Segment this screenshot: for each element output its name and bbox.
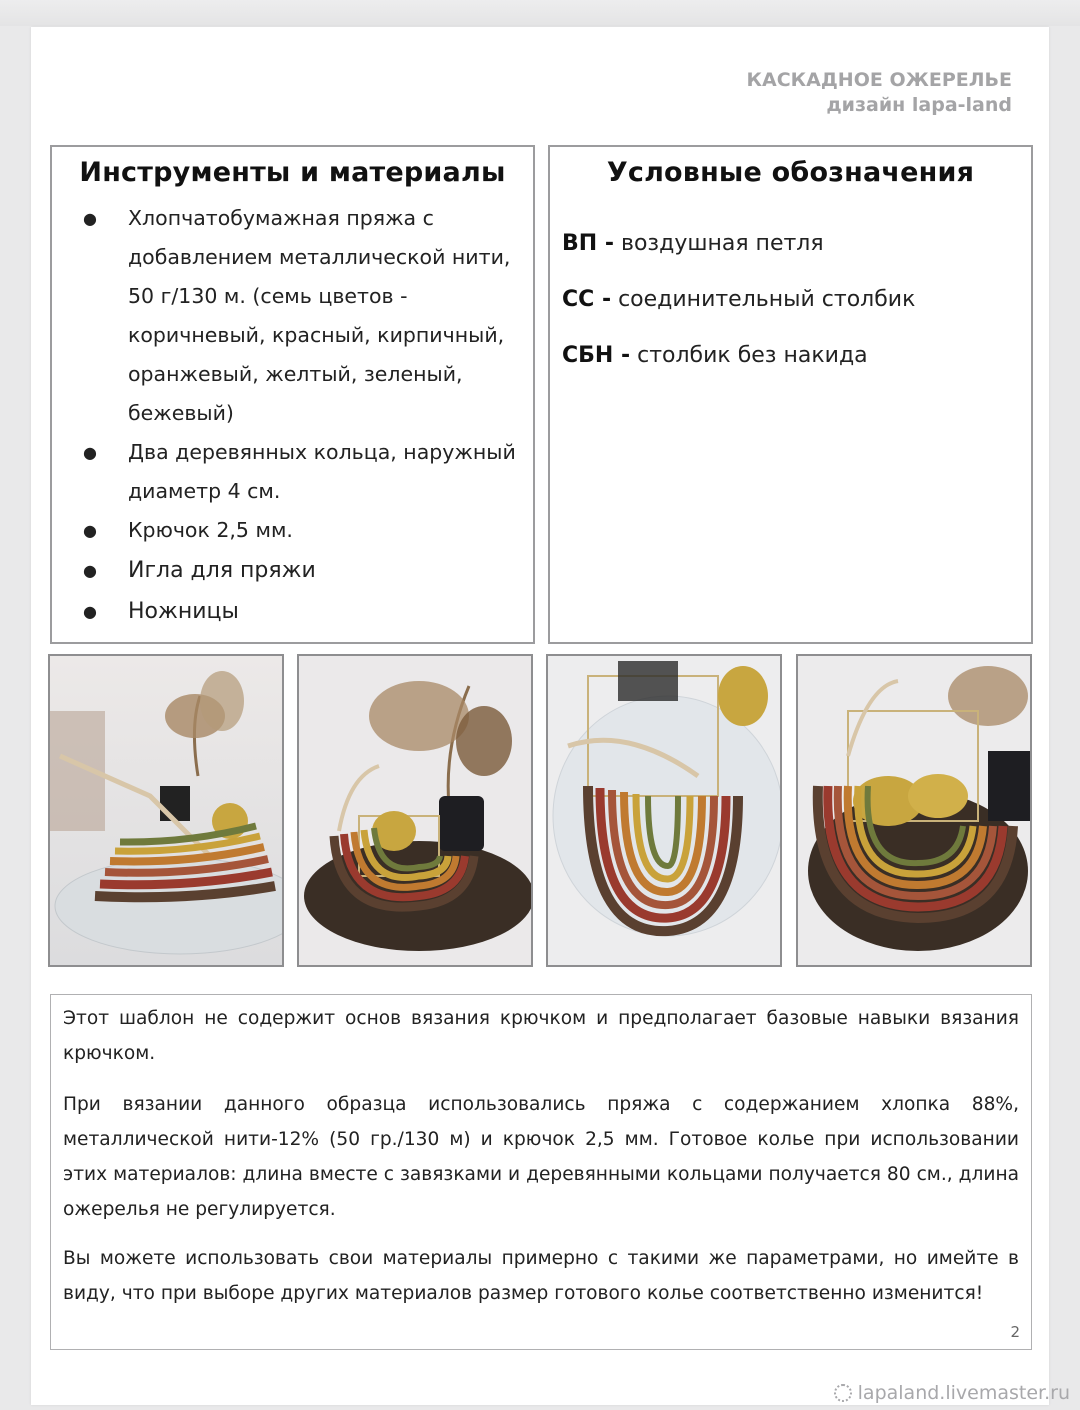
notes-paragraph-2: При вязании данного образца использовались пряжа с содержанием хлопка 88%, металлической нити-12% (50 гр./130 м) и крючок 2,5 мм. Готовое колье при использовании этих материалов: длина вместе с завязками и деревянными кольцами получается 80 см., длина ожерелья не регулируется. bbox=[63, 1094, 1019, 1220]
watermark-text: lapaland.livemaster.ru bbox=[857, 1382, 1070, 1404]
header-title: КАСКАДНОЕ ОЖЕРЕЛЬЕ bbox=[746, 69, 1012, 91]
notes-paragraph-3: Вы можете использовать свои материалы примерно с такими же параметрами, но имейте в виду, что при выборе других материалов размер готового колье соответственно изменится! bbox=[63, 1248, 1019, 1304]
bullet-icon: ● bbox=[83, 602, 97, 621]
bullet-icon: ● bbox=[83, 443, 97, 462]
top-bar bbox=[0, 0, 1080, 26]
necklace-photo-3 bbox=[546, 654, 782, 967]
list-item: ● Ножницы bbox=[52, 591, 533, 632]
legend-item: СБН - столбик без накида bbox=[562, 343, 868, 368]
bullet-icon: ● bbox=[83, 209, 97, 228]
document-page bbox=[31, 27, 1049, 1405]
list-item: ● Хлопчатобумажная пряжа с добавлением металлической нити, 50 г/130 м. (семь цветов - коричневый, красный, кирпичный, оранжевый, желтый, зеленый, бежевый) bbox=[52, 199, 533, 433]
list-item: ● Два деревянных кольца, наружный диаметр 4 см. bbox=[52, 433, 533, 511]
tools-heading: Инструменты и материалы bbox=[79, 157, 506, 188]
watermark bbox=[834, 1382, 1070, 1404]
legend-item: СС - соединительный столбик bbox=[562, 287, 916, 312]
necklace-photo-1 bbox=[48, 654, 284, 967]
flower-icon bbox=[834, 1384, 852, 1402]
tools-list bbox=[52, 199, 533, 632]
page-number: 2 bbox=[1010, 1323, 1020, 1341]
bullet-icon: ● bbox=[83, 561, 97, 580]
legend-list bbox=[562, 232, 915, 400]
header-subtitle: дизайн lapa-land bbox=[826, 94, 1012, 116]
page-header bbox=[746, 68, 1012, 118]
legend-heading: Условные обозначения bbox=[606, 157, 975, 188]
bullet-icon: ● bbox=[83, 521, 97, 540]
list-item: ● Игла для пряжи bbox=[52, 550, 533, 591]
notes-box bbox=[50, 994, 1032, 1350]
necklace-photo-2 bbox=[297, 654, 533, 967]
list-item: ● Крючок 2,5 мм. bbox=[52, 511, 533, 550]
legend-item: ВП - воздушная петля bbox=[562, 231, 824, 256]
legend-box bbox=[548, 145, 1033, 644]
tools-materials-box bbox=[50, 145, 535, 644]
necklace-photo-4 bbox=[796, 654, 1032, 967]
notes-paragraph-1: Этот шаблон не содержит основ вязания крючком и предполагает базовые навыки вязания крючком. bbox=[63, 1008, 1019, 1064]
